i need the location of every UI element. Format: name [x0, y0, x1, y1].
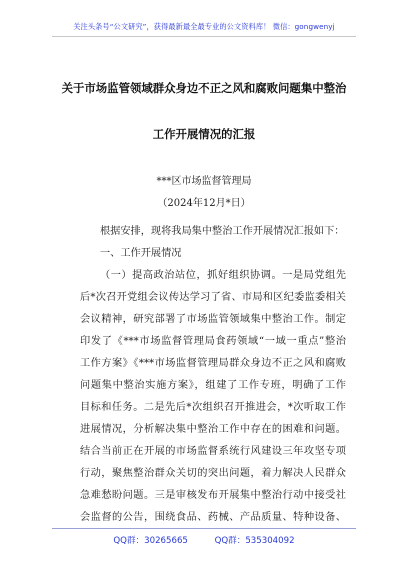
body-line: 行动，聚焦整治群众关切的突出问题，着力解决人民群众 [80, 468, 346, 479]
body-line: 问题集中整治实施方案》，组建了工作专班，明确了工作 [80, 380, 346, 391]
body-line: 进展情况，分析解决集中整治工作中存在的困难和问题。 [80, 424, 346, 435]
header-divider [52, 36, 356, 37]
body-line: （一）提高政治站位，抓好组织协调。一是局党组先 [100, 270, 346, 281]
header-banner: 关注头条号“公文研究”，获得最新最全最专业的公文资料库！ 微信：gongwenyj [73, 22, 335, 31]
body-line: 会监督的公告，围绕食品、药械、产品质量、特种设备、 [80, 512, 346, 523]
body-line: 根据安排，现将我局集中整治工作开展情况汇报如下： [100, 226, 345, 237]
issuing-organization: ***区市场监督管理局 [156, 176, 252, 187]
body-line: 印发了《***市场监督管理局食药领域“一域一重点”整治 [80, 336, 346, 347]
body-line: 会议精神，研究部署了市场监管领域集中整治工作。制定 [80, 314, 346, 325]
body-line: 工作方案》《***市场监督管理局群众身边不正之风和腐败 [80, 358, 346, 369]
document-title-line-2: 工作开展情况的汇报 [152, 127, 256, 141]
document-date: （2024年12月*日） [157, 198, 251, 209]
document-title-line-1: 关于市场监管领域群众身边不正之风和腐败问题集中整治 [61, 81, 347, 95]
footer-qq-group-2: QQ群：535304092 [214, 536, 295, 546]
body-line: 后*次召开党组会议传达学习了省、市局和区纪委监委相关 [80, 292, 346, 303]
body-line: 目标和任务。二是先后*次组织召开推进会，*次听取工作 [80, 402, 346, 413]
footer [0, 534, 408, 546]
footer-qq-group-1: QQ群：30265665 [113, 536, 188, 546]
section-heading: 一、工作开展情况 [100, 248, 182, 259]
body-line: 急难愁盼问题。三是审核发布开展集中整治行动中接受社 [80, 490, 346, 501]
body-line: 结合当前正在开展的市场监督系统行风建设三年攻坚专项 [80, 446, 346, 457]
footer-divider [52, 528, 356, 529]
